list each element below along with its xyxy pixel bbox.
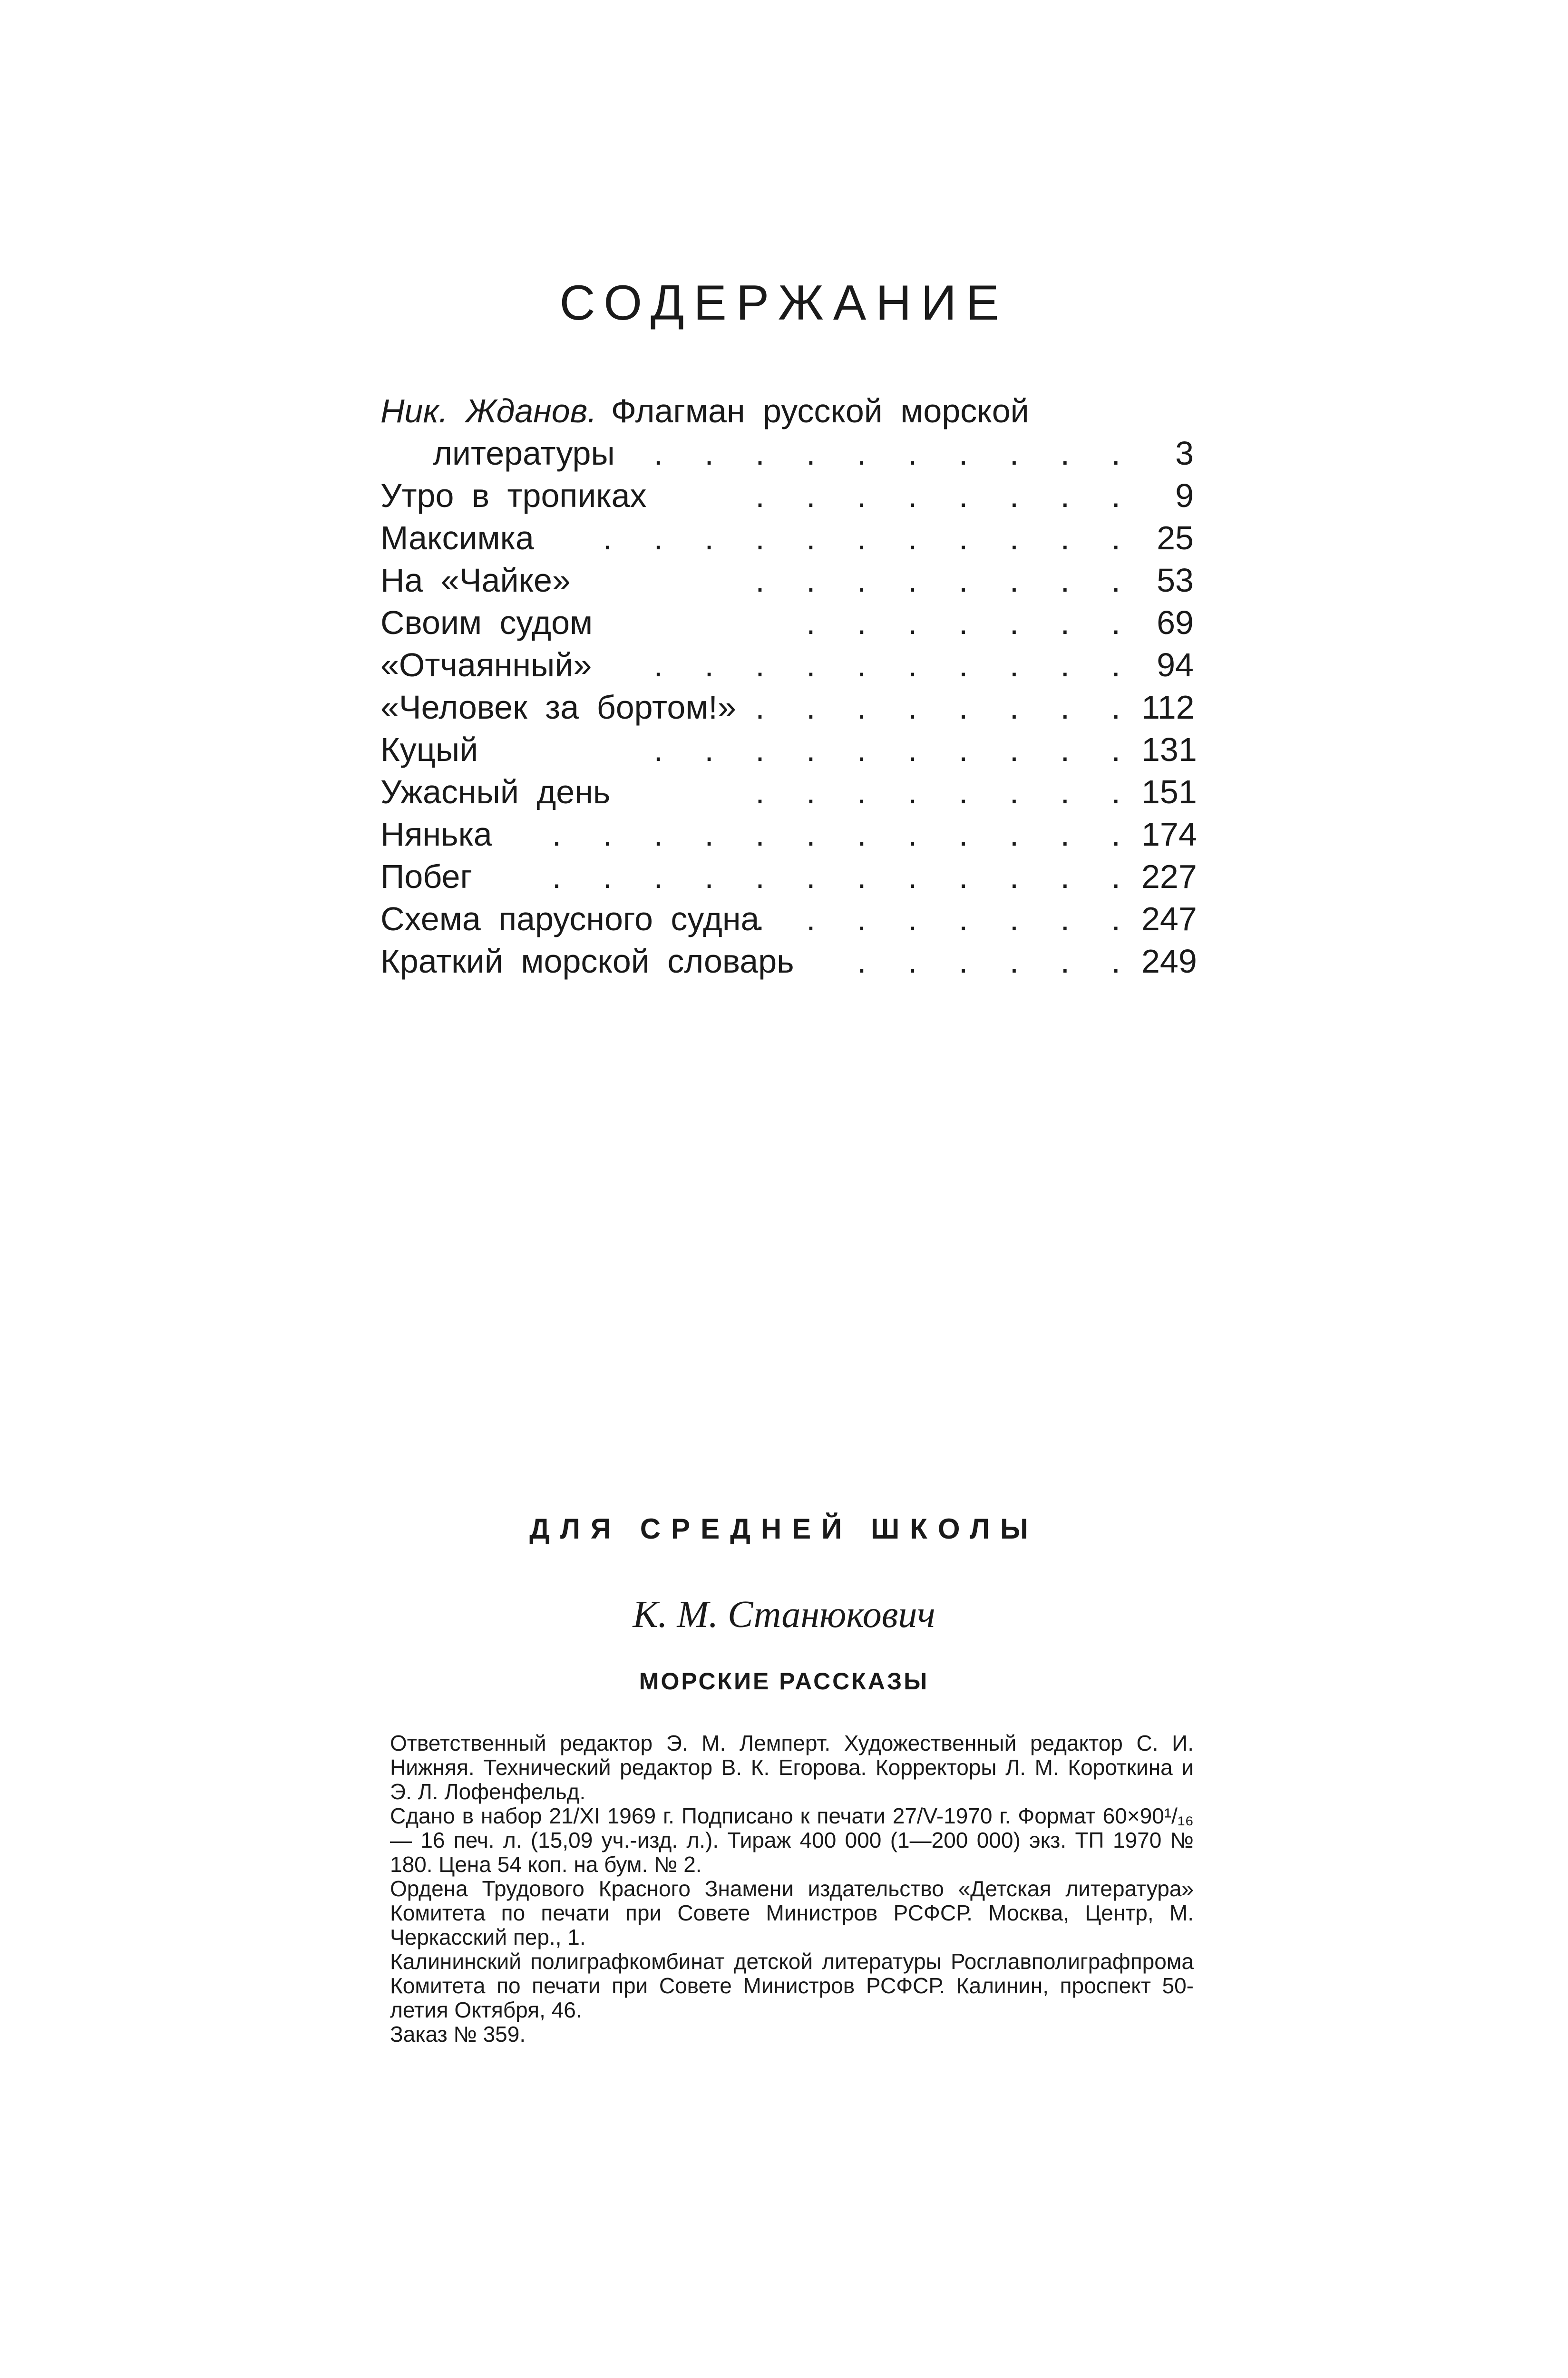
dot-leader: . . . . . . . . . . — [653, 646, 1137, 683]
toc-entry-title: Утро в тропиках — [380, 477, 647, 514]
book-title: МОРСКИЕ РАССКАЗЫ — [639, 1668, 929, 1695]
toc-entry-title: Ужасный день — [380, 773, 611, 810]
book-author: К. М. Станюкович — [633, 1594, 935, 1636]
toc-entry-author: Ник. Жданов. — [380, 392, 597, 429]
dot-leader: . . . . . . . . — [755, 689, 1137, 726]
toc-heading: СОДЕРЖАНИЕ — [559, 275, 1009, 331]
toc-entry-title-line1: Флагман русской морской — [611, 392, 1029, 429]
dot-leader: . . . . . . . . . . . . — [552, 858, 1137, 895]
toc-entry-title — [380, 390, 1029, 432]
toc-entry-page: 3 — [1175, 435, 1194, 472]
toc-entry-page: 9 — [1175, 477, 1194, 514]
toc-entry-title: Краткий морской словарь — [380, 943, 794, 980]
toc-entry — [380, 729, 1197, 771]
toc-entry-title: Нянька — [380, 816, 492, 853]
dot-leader: . . . . . . . . . . . — [603, 519, 1137, 556]
toc-entry-page: 151 — [1141, 773, 1197, 810]
toc-entry-page: 174 — [1141, 816, 1197, 853]
toc-entry — [380, 898, 1197, 940]
dot-leader: . . . . . . . . . . — [653, 435, 1137, 472]
toc-entry-page: 227 — [1141, 858, 1197, 895]
toc-entry — [380, 686, 1194, 729]
toc-entry-page: 131 — [1141, 731, 1197, 768]
imprint-editors: Ответственный редактор Э. М. Лемперт. Художественный редактор С. И. Нижняя. Технический редактор В. К. Егорова. Корректоры Л. М. Короткина и Э. Л. Лофенфельд. — [390, 1731, 1194, 1804]
imprint-order: Заказ № 359. — [390, 2022, 526, 2047]
dot-leader: . . . . . . . . . . — [653, 731, 1137, 768]
toc-entry-title: Своим судом — [380, 604, 593, 641]
toc-entry-page: 249 — [1141, 943, 1197, 980]
series-label: ДЛЯ СРЕДНЕЙ ШКОЛЫ — [529, 1513, 1039, 1545]
dot-leader: . . . . . . . — [806, 604, 1137, 641]
toc-entry — [380, 602, 1194, 644]
toc-entry-title: Побег — [380, 858, 473, 895]
dot-leader: . . . . . . . . . . . . — [552, 816, 1137, 853]
toc-entry — [380, 940, 1197, 983]
toc-entry — [380, 475, 1194, 517]
toc-entry-title: «Отчаянный» — [380, 646, 592, 683]
toc-entry-title: На «Чайке» — [380, 562, 571, 599]
toc-entry-page: 53 — [1157, 562, 1194, 599]
toc-entry — [380, 390, 1194, 475]
toc-entry — [380, 644, 1194, 686]
dot-leader: . . . . . . . . — [755, 562, 1137, 599]
dot-leader: . . . . . . . . — [755, 477, 1137, 514]
dot-leader: . . . . . . — [857, 943, 1137, 980]
toc-entry — [380, 517, 1194, 559]
toc-entry-title: Максимка — [380, 519, 534, 556]
imprint-printer: Калининский полиграфкомбинат детской литературы Росглавполиграфпрома Комитета по печати при Совете Министров РСФСР. Калинин, проспект 50-летия Октября, 46. — [390, 1949, 1194, 2022]
toc-entry-page: 247 — [1141, 900, 1197, 937]
dot-leader: . . . . . . . . — [755, 773, 1137, 810]
imprint-publisher: Ордена Трудового Красного Знамени издательство «Детская литература» Комитета по печати при Совете Министров РСФСР. Москва, Центр, М. Черкасский пер., 1. — [390, 1876, 1194, 1949]
toc-entry-title-line2: литературы — [433, 435, 615, 472]
toc-entry-title: Схема парусного судна — [380, 900, 760, 937]
toc-entry — [380, 559, 1194, 602]
table-of-contents — [380, 390, 1197, 983]
dot-leader: . . . . . . . . — [755, 900, 1137, 937]
toc-entry-page: 94 — [1157, 646, 1194, 683]
toc-entry-title: Куцый — [380, 731, 478, 768]
toc-entry-page: 112 — [1141, 689, 1195, 726]
imprint-block — [390, 1731, 1194, 2047]
toc-entry — [380, 771, 1197, 813]
toc-entry-title: «Человек за бортом!» — [380, 689, 736, 726]
toc-entry — [380, 813, 1197, 856]
imprint-print-data: Сдано в набор 21/XI 1969 г. Подписано к печати 27/V-1970 г. Формат 60×90¹/₁₆ — 16 печ. л. (15,09 уч.-изд. л.). Тираж 400 000 (1—200 000) экз. ТП 1970 № 180. Цена 54 коп. на бум. № 2. — [390, 1803, 1194, 1877]
toc-entry-page: 69 — [1157, 604, 1194, 641]
toc-entry-page: 25 — [1157, 519, 1194, 556]
toc-entry — [380, 856, 1197, 898]
